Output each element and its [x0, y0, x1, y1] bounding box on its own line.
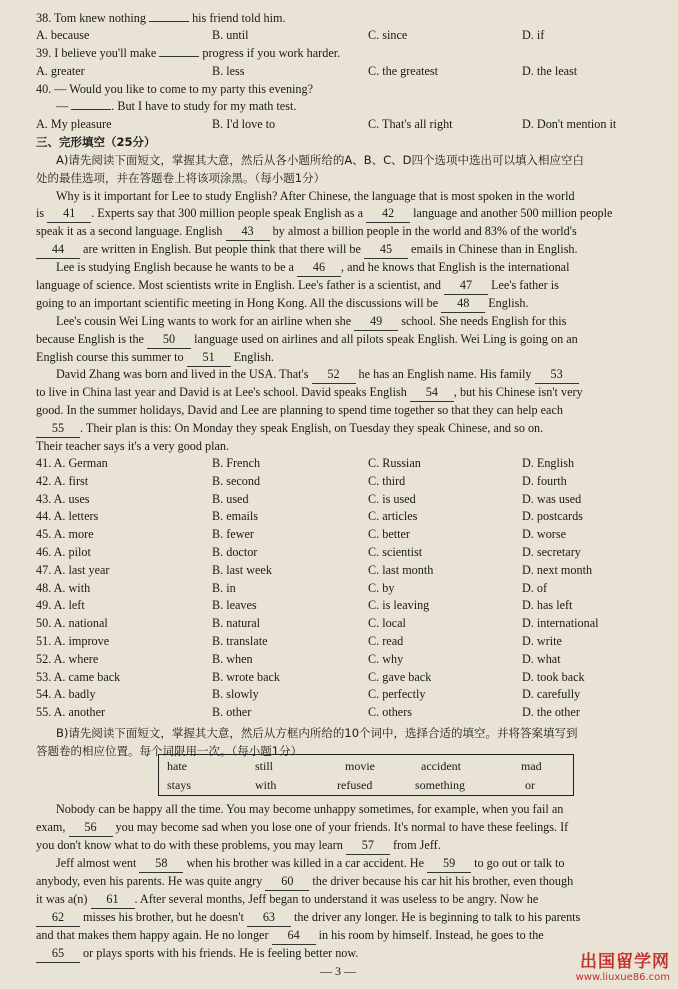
q39-option-d: D. the least	[522, 64, 578, 78]
option-54-b: B. slowly	[212, 687, 259, 702]
question-38: 38. Tom knew nothing his friend told him.	[36, 11, 286, 25]
option-43-d: D. was used	[522, 491, 582, 506]
option-48-b: B. in	[212, 580, 236, 595]
option-52-c: C. why	[368, 651, 404, 666]
option-43-c: C. is used	[368, 491, 416, 506]
blank-57: 57	[346, 837, 390, 855]
word-box-item: or	[525, 778, 535, 792]
option-49-a: 49. A. left	[36, 598, 85, 613]
section-title: 三、完形填空（25分）	[36, 135, 156, 149]
passage-b-line: exam, 56 you may become sad when you lose one of your friends. It's normal to have these feelings. If	[36, 819, 568, 837]
q40-option-d: D. Don't mention it	[522, 117, 617, 131]
option-45-c: C. better	[368, 527, 410, 542]
option-48-c: C. by	[368, 580, 395, 595]
blank-42: 42	[366, 205, 410, 223]
option-41-b: B. French	[212, 456, 261, 470]
passage-a-line: to live in China last year and David is at Lee's school. David speaks English 54 , but his Chinese isn't very	[36, 384, 583, 402]
passage-b-line: it was a(n) 61 . After several months, Jeff began to understand it was useless to be angry. Now he	[36, 891, 538, 909]
word-box	[158, 754, 574, 796]
blank-59: 59	[427, 855, 471, 873]
blank-41: 41	[47, 205, 91, 223]
site-watermark	[576, 947, 670, 983]
option-47-d: D. next month	[522, 562, 593, 577]
option-50-b: B. natural	[212, 616, 261, 631]
option-45-a: 45. A. more	[36, 527, 94, 542]
option-46-c: C. scientist	[368, 545, 423, 559]
option-44-d: D. postcards	[522, 509, 583, 524]
q39-option-c: C. the greatest	[368, 64, 439, 78]
option-50-a: 50. A. national	[36, 616, 108, 631]
option-52-d: D. what	[522, 651, 561, 666]
option-52-b: B. when	[212, 651, 253, 666]
passage-a-line: 44 are written in English. But people think that there will be 45 emails in Chinese than in English.	[36, 241, 578, 259]
blank-50: 50	[147, 331, 191, 349]
passage-a-line: is 41 . Experts say that 300 million people speak English as a 42 language and another 500 million people	[36, 205, 612, 223]
blank-51: 51	[187, 349, 231, 367]
blank-46: 46	[297, 259, 341, 277]
option-52-a: 52. A. where	[36, 651, 99, 666]
q38-option-a: A. because	[36, 28, 90, 42]
passage-a-line: Lee's cousin Wei Ling wants to work for an airline when she 49 school. She needs English for this	[56, 313, 566, 331]
word-box-item: still	[255, 759, 274, 773]
word-box-item: something	[415, 778, 465, 792]
passage-a-line: Lee is studying English because he wants to be a 46 , and he knows that English is the international	[56, 259, 569, 277]
passage-a-line: David Zhang was born and lived in the USA. That's 52 he has an English name. His family 53	[56, 366, 579, 384]
option-41-a: 41. A. German	[36, 456, 108, 470]
part-b-instruction-2: 答题卷的相应位置。每个词限用一次。（每小题1分）	[36, 744, 303, 758]
question-39: 39. I believe you'll make progress if you work harder.	[36, 46, 341, 60]
part-a-instruction: A)请先阅读下面短文，掌握其大意，然后从各小题所给的A、B、C、D四个选项中选出可以填入相应空白	[56, 153, 584, 167]
option-54-c: C. perfectly	[368, 687, 426, 702]
option-42-b: B. second	[212, 473, 261, 488]
option-49-b: B. leaves	[212, 598, 257, 613]
blank-44: 44	[36, 241, 80, 259]
blank-65: 65	[36, 945, 80, 963]
passage-a-line: Their teacher says it's a very good plan.	[36, 439, 230, 453]
option-53-a: 53. A. came back	[36, 669, 121, 684]
option-42-a: 42. A. first	[36, 473, 89, 488]
word-box-item: movie	[345, 759, 375, 773]
option-53-b: B. wrote back	[212, 669, 281, 684]
option-54-d: D. carefully	[522, 687, 581, 702]
option-51-d: D. write	[522, 634, 562, 648]
option-44-b: B. emails	[212, 509, 259, 524]
word-box-item: stays	[167, 778, 191, 792]
word-box-item: accident	[421, 759, 461, 773]
option-47-b: B. last week	[212, 562, 272, 577]
q40-option-b: B. I'd love to	[212, 117, 276, 131]
option-49-d: D. has left	[522, 598, 573, 613]
option-55-b: B. other	[212, 705, 252, 720]
option-45-d: D. worse	[522, 527, 567, 542]
q39-option-b: B. less	[212, 64, 245, 78]
q40-option-c: C. That's all right	[368, 117, 453, 131]
q38-option-b: B. until	[212, 28, 249, 42]
watermark-url: www.liuxue86.com	[575, 972, 670, 983]
option-46-a: 46. A. pilot	[36, 545, 91, 559]
passage-a-line: 55 . Their plan is this: On Monday they speak English, on Tuesday they speak Chinese, and so on.	[36, 420, 543, 438]
option-46-d: D. secretary	[522, 545, 581, 559]
q38-option-d: D. if	[522, 28, 545, 42]
word-box-item: mad	[521, 759, 542, 773]
passage-b-line: Jeff almost went 58 when his brother was killed in a car accident. He 59 to go out or talk to	[56, 855, 565, 873]
blank-62: 62	[36, 909, 80, 927]
q39-option-a: A. greater	[36, 64, 85, 78]
option-43-b: B. used	[212, 491, 249, 506]
q40-option-a: A. My pleasure	[36, 117, 112, 131]
blank-48: 48	[441, 295, 485, 313]
passage-b-line: anybody, even his parents. He was quite angry 60 the driver because his car hit his brother, even though	[36, 873, 573, 891]
blank-45: 45	[364, 241, 408, 259]
blank-58: 58	[139, 855, 183, 873]
option-50-d: D. international	[522, 616, 599, 631]
option-49-c: C. is leaving	[368, 598, 430, 613]
question-40-reply: — . But I have to study for my math test.	[56, 99, 297, 113]
option-53-d: D. took back	[522, 669, 585, 684]
option-46-b: B. doctor	[212, 545, 258, 559]
blank-64: 64	[272, 927, 316, 945]
option-55-d: D. the other	[522, 705, 580, 720]
option-41-d: D. English	[522, 456, 575, 470]
q38-option-c: C. since	[368, 28, 408, 42]
passage-a-line: Why is it important for Lee to study English? After Chinese, the language that is most spoken in the world	[56, 189, 575, 203]
passage-b-line: 62 misses his brother, but he doesn't 63 the driver any longer. He is beginning to talk to his parents	[36, 909, 580, 927]
option-44-a: 44. A. letters	[36, 509, 99, 524]
option-44-c: C. articles	[368, 509, 418, 524]
passage-a-line: good. In the summer holidays, David and Lee are planning to spend time together so that they can help each	[36, 403, 563, 417]
option-47-a: 47. A. last year	[36, 562, 110, 577]
blank-54: 54	[410, 384, 454, 402]
passage-b-line: you don't know what to do with these problems, you may learn 57 from Jeff.	[36, 837, 441, 855]
part-a-instruction-2: 处的最佳选项，并在答题卷上将该项涂黑。（每小题1分）	[36, 171, 326, 185]
option-53-c: C. gave back	[368, 669, 432, 684]
passage-a-line: language of science. Most scientists write in English. Lee's father is a scientist, and 47 Lee's father is	[36, 277, 559, 295]
blank-61: 61	[91, 891, 135, 909]
watermark-name: 出国留学网	[580, 952, 670, 972]
passage-b-line: and that makes them happy again. He no longer 64 in his room by himself. Instead, he goes to the	[36, 927, 544, 945]
word-box-item: with	[255, 778, 277, 792]
part-b-instruction: B)请先阅读下面短文，掌握其大意，然后从方框内所给的10个词中，选择合适的填空。并将答案填写到	[56, 726, 578, 740]
blank-56: 56	[69, 819, 113, 837]
question-40: 40. — Would you like to come to my party this evening?	[36, 82, 314, 96]
blank-60: 60	[265, 873, 309, 891]
blank-53: 53	[535, 366, 579, 384]
option-55-c: C. others	[368, 705, 413, 720]
passage-a-line: going to an important scientific meeting in Hong Kong. All the discussions will be 48 English.	[36, 295, 529, 313]
blank-52: 52	[312, 366, 356, 384]
blank-55: 55	[36, 420, 80, 438]
page-number: — 3 —	[320, 964, 356, 978]
option-55-a: 55. A. another	[36, 705, 106, 720]
blank-63: 63	[247, 909, 291, 927]
passage-a-line: English course this summer to 51 English.	[36, 349, 274, 367]
option-47-c: C. last month	[368, 562, 434, 577]
option-51-a: 51. A. improve	[36, 634, 110, 648]
passage-b-line: 65 or plays sports with his friends. He is feeling better now.	[36, 945, 358, 963]
passage-b-line: Nobody can be happy all the time. You may become unhappy sometimes, for example, when you fail an	[56, 802, 564, 816]
option-45-b: B. fewer	[212, 527, 254, 542]
option-50-c: C. local	[368, 616, 406, 631]
word-box-item: refused	[337, 778, 373, 792]
blank-49: 49	[354, 313, 398, 331]
word-box-item: hate	[167, 759, 187, 773]
passage-a-line: because English is the 50 language used on airlines and all pilots speak English. Wei Ling is going on an	[36, 331, 578, 349]
option-48-d: D. of	[522, 580, 548, 595]
option-51-b: B. translate	[212, 634, 268, 648]
option-41-c: C. Russian	[368, 456, 421, 470]
option-43-a: 43. A. uses	[36, 491, 90, 506]
option-51-c: C. read	[368, 634, 404, 648]
passage-a-line: speak it as a second language. English 43 by almost a billion people in the world and 83% of the world's	[36, 223, 577, 241]
option-48-a: 48. A. with	[36, 580, 91, 595]
option-42-c: C. third	[368, 473, 406, 488]
blank-47: 47	[444, 277, 488, 295]
option-42-d: D. fourth	[522, 473, 567, 488]
option-54-a: 54. A. badly	[36, 687, 96, 702]
blank-43: 43	[226, 223, 270, 241]
